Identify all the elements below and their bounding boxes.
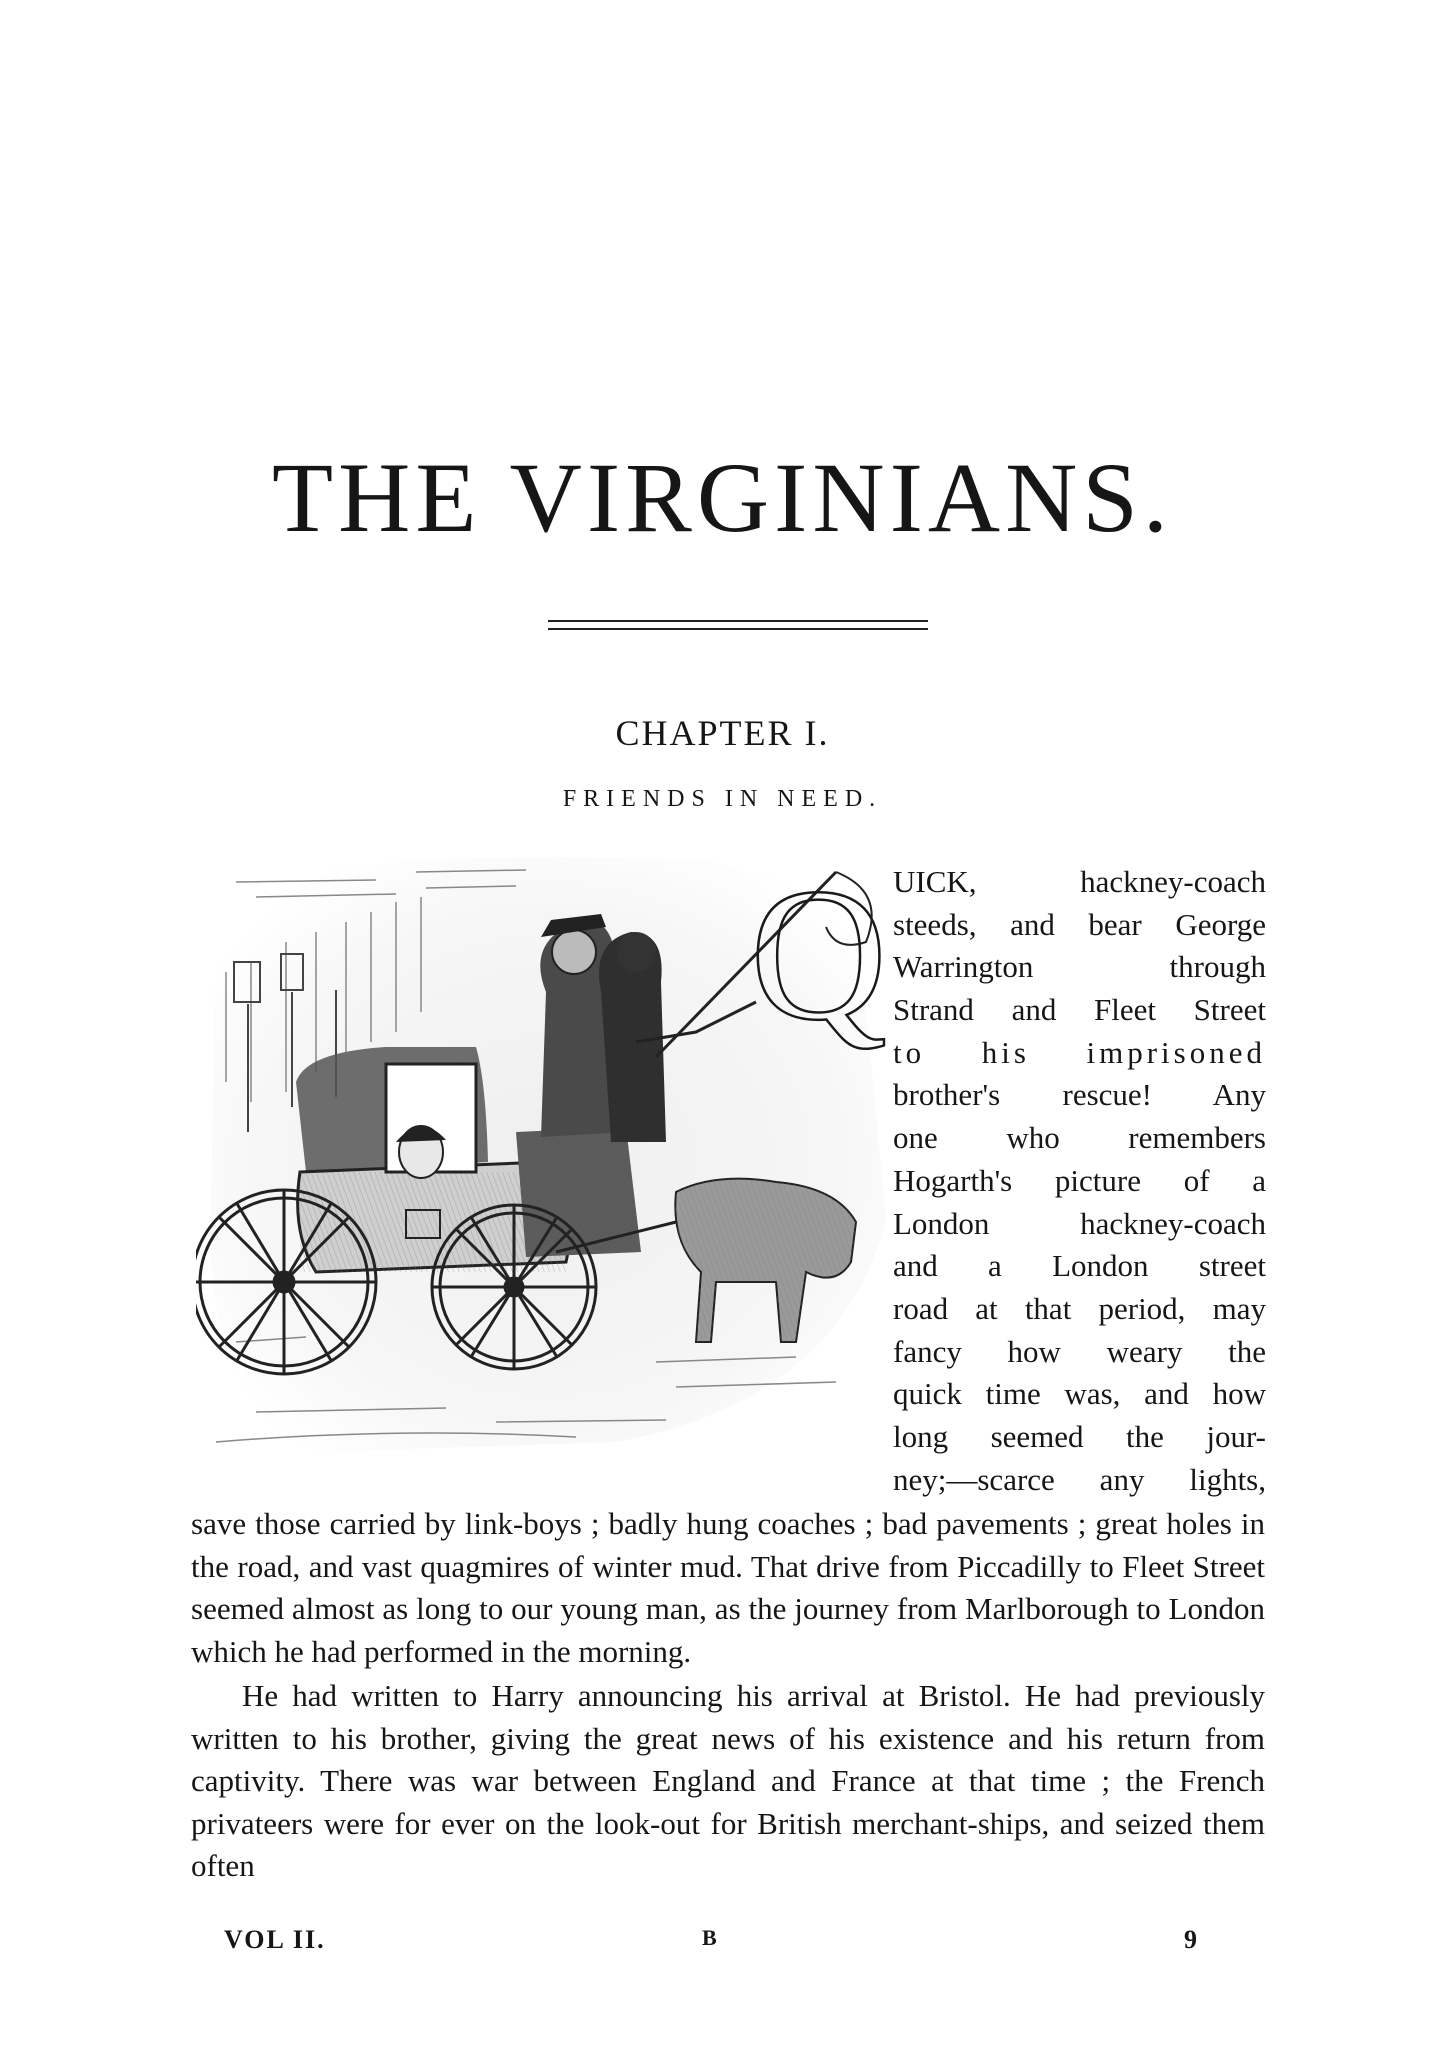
text-line: Warrington through: [893, 949, 1266, 985]
text-line: steeds, and bear George: [893, 906, 1266, 942]
text-line: Hogarth's picture of a: [893, 1162, 1266, 1198]
text-line: fancy how weary the: [893, 1333, 1266, 1369]
text-line: UICK, hackney-coach: [893, 864, 1266, 899]
body-text: [191, 1503, 1265, 1888]
wrapped-text-column: [893, 861, 1266, 1501]
text-line: brother's rescue! Any: [893, 1077, 1266, 1113]
book-title: THE VIRGINIANS.: [272, 442, 1173, 553]
paragraph-continuation: save those carried by link-boys ; badly hung coaches ; bad pavements ; great holes in the road, and vast quagmires of winter mud. That drive from Piccadilly to Fleet Street seemed almost as long to our young man, as the journey from Marlborough to London which he had performed in the morning.: [191, 1506, 1265, 1669]
text-line: and a London street: [893, 1248, 1266, 1284]
text-line: Strand and Fleet Street: [893, 992, 1266, 1028]
svg-text:Q: Q: [750, 850, 888, 1060]
paragraph: He had written to Harry announcing his arrival at Bristol. He had previously written to his brother, giving the great news of his existence and his return from captivity. There was war between England and France at that time ; the French privateers were for ever on the look-out for British merchant-ships, and seized them often: [191, 1678, 1265, 1883]
title-double-rule: [548, 618, 928, 632]
chapter-title: FRIENDS IN NEED.: [562, 786, 883, 812]
text-line: one who remembers: [893, 1120, 1266, 1156]
hackney-coach-illustration: [196, 842, 896, 1460]
text-line: London hackney-coach: [893, 1205, 1266, 1241]
text-line: road at that period, may: [893, 1290, 1266, 1326]
text-line: ney;—scarce any lights,: [893, 1461, 1266, 1497]
signature-mark: B: [702, 1925, 717, 1950]
text-line: long seemed the jour-: [893, 1418, 1266, 1454]
volume-label: VOL II.: [224, 1925, 326, 1954]
page-number: 9: [1184, 1925, 1197, 1954]
text-line: to his imprisoned: [893, 1034, 1266, 1070]
text-line: quick time was, and how: [893, 1376, 1266, 1412]
chapter-heading: CHAPTER I.: [615, 713, 830, 753]
